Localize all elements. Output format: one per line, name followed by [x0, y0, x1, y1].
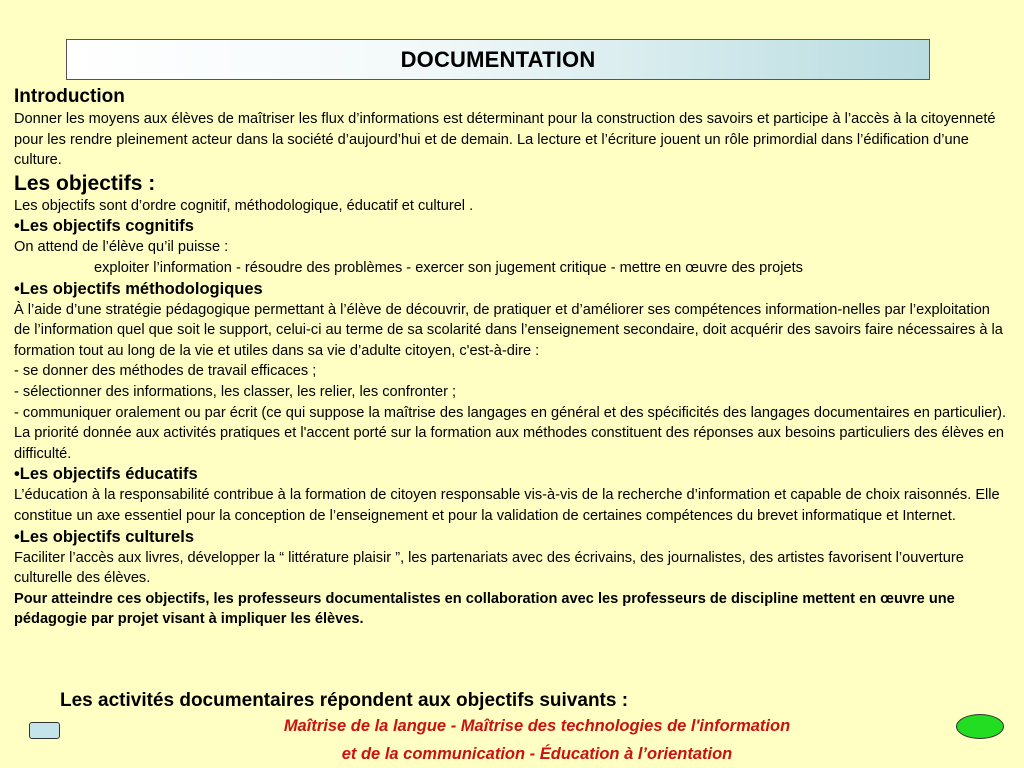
- next-slide-button[interactable]: [956, 714, 1004, 739]
- cultural-bold-text: Pour atteindre ces objectifs, les professeurs documentalistes en collaboration avec les professeurs de discipline mettent en œuvre une pédagogie par projet visant à impliquer les élèves.: [14, 590, 955, 628]
- methodological-intro: À l’aide d’une stratégie pédagogique permettant à l’élève de découvrir, de pratiquer et d’améliorer ses compétences information-nelles par l’exploitation de l’information quel que soit le support, celui-ci au terme de sa scolarité dans l’enseignement secondaire, doit acquérir des savoirs faire nécessaires à la formation tout au long de la vie et utiles dans sa vie d’adulte citoyen, c'est-à-dire :: [14, 301, 1003, 359]
- document-body: [14, 84, 1010, 630]
- previous-slide-button[interactable]: [29, 722, 60, 739]
- objectives-heading: Les objectifs :: [14, 171, 156, 195]
- title-banner: [66, 39, 930, 80]
- cognitive-line2: exploiter l’information - résoudre des problèmes - exercer son jugement critique - mettre en œuvre des projets: [94, 259, 803, 276]
- introduction-text: Donner les moyens aux élèves de maîtriser les flux d’informations est déterminant pour la construction des savoirs et participe à l’accès à la citoyenneté pour les rendre pleinement acteur dans la société d’aujourd’hui et de demain. La lecture et l’écriture jouent un rôle primordial dans l’édification d’une culture.: [14, 111, 996, 169]
- methodological-heading: •Les objectifs méthodologiques: [14, 279, 263, 298]
- methodological-closing: La priorité donnée aux activités pratiques et l'accent porté sur la formation aux méthodes constituent des réponses aux besoins particuliers des élèves en difficulté.: [14, 425, 1005, 462]
- page-title: DOCUMENTATION: [400, 46, 596, 72]
- methodological-item1: - se donner des méthodes de travail efficaces ;: [14, 363, 317, 380]
- introduction-heading: Introduction: [14, 86, 125, 107]
- cultural-heading: •Les objectifs culturels: [14, 527, 194, 546]
- educational-heading: •Les objectifs éducatifs: [14, 465, 198, 484]
- cognitive-heading: •Les objectifs cognitifs: [14, 217, 194, 236]
- educational-text: L’éducation à la responsabilité contribue à la formation de citoyen responsable vis-à-vis de la recherche d’information et capable de choix raisonnés. Elle constitue un axe essentiel pour la conception de l’enseignement et pour la validation de certaines compétences du brevet informatique et Internet.: [14, 487, 1000, 524]
- methodological-item3: - communiquer oralement ou par écrit (ce qui suppose la maîtrise des langages en général et des spécificités des langages documentaires en particulier).: [14, 404, 1007, 421]
- cognitive-line1: On attend de l’élève qu’il puisse :: [14, 239, 229, 256]
- activities-line2: et de la communication - Éducation à l’orientation: [341, 745, 733, 763]
- objectives-text: Les objectifs sont d’ordre cognitif, méthodologique, éducatif et culturel .: [14, 197, 474, 214]
- methodological-item2: - sélectionner des informations, les classer, les relier, les confronter ;: [14, 383, 457, 400]
- activities-line1: Maîtrise de la langue - Maîtrise des technologies de l'information: [283, 717, 791, 735]
- activities-heading: Les activités documentaires répondent aux objectifs suivants :: [60, 690, 629, 711]
- cultural-text: Faciliter l’accès aux livres, développer la “ littérature plaisir ”, les partenariats avec des écrivains, des journalistes, des artistes favorisent l’ouverture culturelle des élèves.: [14, 549, 964, 587]
